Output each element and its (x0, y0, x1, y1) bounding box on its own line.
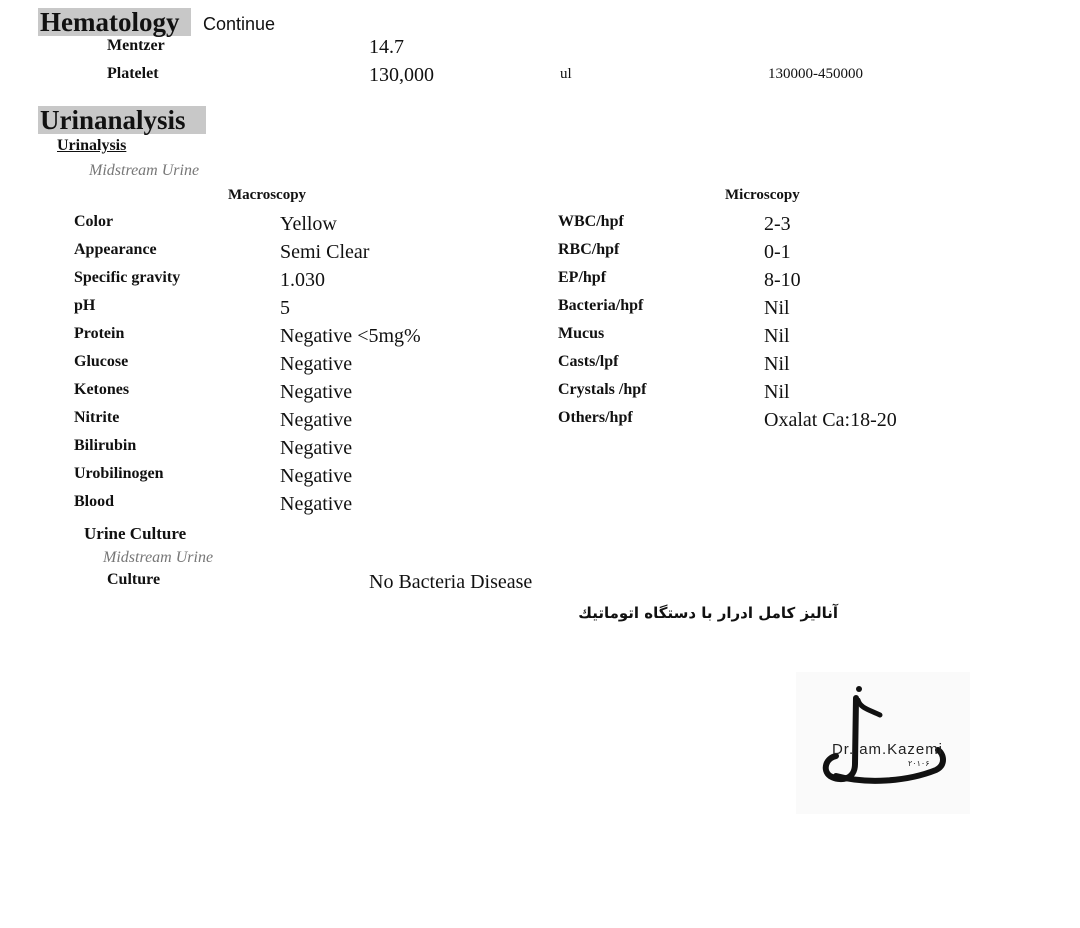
macro-value: 5 (280, 297, 290, 319)
macro-value: Negative (280, 437, 353, 459)
hematology-title: Hematology (38, 8, 191, 36)
culture-sample-type: Midstream Urine (103, 549, 214, 566)
platelet-unit: ul (560, 66, 572, 82)
doctor-signature-logo (796, 672, 970, 814)
micro-value: Nil (764, 353, 790, 375)
mentzer-value: 14.7 (369, 36, 404, 58)
signature-text: Dr. am.Kazemi (832, 741, 942, 758)
macro-label: Glucose (74, 353, 129, 370)
sample-type: Midstream Urine (89, 162, 200, 179)
macro-value: Negative (280, 409, 353, 431)
macro-label: Bilirubin (74, 437, 137, 454)
macro-label: Color (74, 213, 114, 230)
macro-value: Semi Clear (280, 241, 370, 263)
platelet-value: 130,000 (369, 64, 434, 86)
macro-label: Urobilinogen (74, 465, 164, 482)
micro-label: RBC/hpf (558, 241, 620, 258)
micro-label: Mucus (558, 325, 605, 342)
macro-label: pH (74, 297, 96, 314)
macro-label: Blood (74, 493, 115, 510)
urinanalysis-title: Urinanalysis (38, 106, 206, 134)
macro-label: Nitrite (74, 409, 120, 426)
macro-label: Appearance (74, 241, 157, 258)
macro-value: Negative <5mg% (280, 325, 421, 347)
culture-value: No Bacteria Disease (369, 571, 533, 593)
micro-label: Casts/lpf (558, 353, 619, 370)
microscopy-header: Microscopy (725, 187, 800, 203)
culture-label: Culture (107, 571, 161, 588)
micro-label: Crystals /hpf (558, 381, 647, 398)
micro-value: Oxalat Ca:18-20 (764, 409, 897, 431)
signature-subtext: ۲۰۱۰۶ (908, 759, 930, 768)
micro-label: EP/hpf (558, 269, 607, 286)
platelet-label: Platelet (107, 65, 159, 82)
macro-label: Protein (74, 325, 125, 342)
urine-culture-title: Urine Culture (84, 524, 187, 543)
mentzer-label: Mentzer (107, 37, 165, 54)
micro-value: Nil (764, 381, 790, 403)
macro-value: 1.030 (280, 269, 325, 291)
micro-value: Nil (764, 297, 790, 319)
micro-value: 8-10 (764, 269, 801, 291)
macro-value: Negative (280, 493, 353, 515)
automated-analysis-note: آنالیز کامل ادرار با دستگاه اتوماتیك (578, 604, 838, 622)
continue-label: Continue (203, 14, 276, 34)
macroscopy-header: Macroscopy (228, 187, 307, 203)
macro-label: Ketones (74, 381, 130, 398)
micro-label: Others/hpf (558, 409, 633, 426)
micro-value: 2-3 (764, 213, 791, 235)
macro-value: Yellow (280, 213, 337, 235)
micro-label: WBC/hpf (558, 213, 624, 230)
micro-value: Nil (764, 325, 790, 347)
platelet-range: 130000-450000 (768, 66, 863, 82)
signature-mark-icon (796, 672, 970, 814)
urinalysis-subtitle: Urinalysis (57, 137, 127, 154)
macro-value: Negative (280, 381, 353, 403)
macro-value: Negative (280, 353, 353, 375)
macro-value: Negative (280, 465, 353, 487)
micro-label: Bacteria/hpf (558, 297, 644, 314)
micro-value: 0-1 (764, 241, 791, 263)
macro-label: Specific gravity (74, 269, 181, 286)
